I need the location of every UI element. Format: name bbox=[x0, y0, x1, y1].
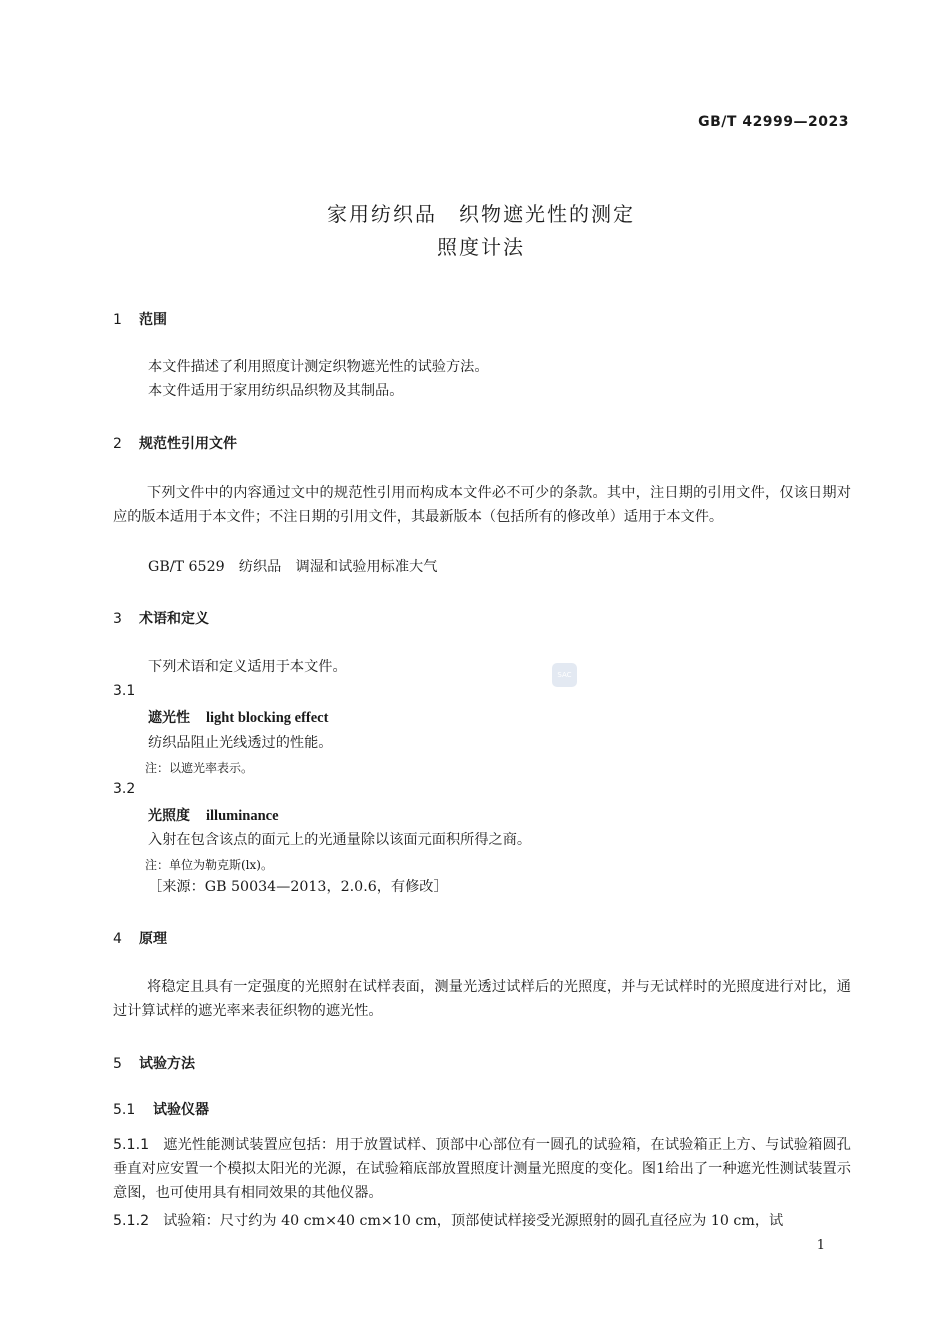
section-title: 规范性引用文件 bbox=[139, 436, 237, 452]
term-3-1 bbox=[148, 707, 328, 727]
normative-reference-1: GB/T 6529 纺织品 调湿和试验用标准大气 bbox=[148, 559, 438, 575]
clause-5-1-1 bbox=[113, 1133, 851, 1205]
section-number: 1 bbox=[113, 312, 122, 328]
section-4-heading bbox=[113, 928, 167, 948]
sac-watermark-logo: SAC bbox=[552, 663, 577, 687]
document-title-line1: 家用纺织品 织物遮光性的测定 bbox=[327, 202, 635, 226]
term-3-1-number: 3.1 bbox=[113, 683, 136, 699]
term-english: light blocking effect bbox=[206, 710, 329, 726]
section-title: 原理 bbox=[139, 931, 167, 947]
term-3-2-note: 注：单位为勒克斯(lx)。 bbox=[145, 858, 273, 872]
term-3-2-source: ［来源：GB 50034—2013，2.0.6，有修改］ bbox=[148, 879, 448, 895]
section-title: 术语和定义 bbox=[139, 611, 209, 627]
term-chinese: 遮光性 bbox=[148, 710, 190, 726]
section-number: 5 bbox=[113, 1056, 122, 1072]
section-number: 3 bbox=[113, 611, 122, 627]
section-number: 2 bbox=[113, 436, 122, 452]
subsection-number: 5.1 bbox=[113, 1102, 136, 1118]
section-4-paragraph-1: 将稳定且具有一定强度的光照射在试样表面，测量光透过试样后的光照度，并与无试样时的光照度进行对比，通过计算试样的遮光率来表征织物的遮光性。 bbox=[113, 979, 851, 1019]
clause-number: 5.1.2 bbox=[113, 1213, 150, 1229]
section-3-paragraph-1: 下列术语和定义适用于本文件。 bbox=[148, 659, 347, 675]
section-2-heading bbox=[113, 433, 237, 453]
document-title-line2: 照度计法 bbox=[437, 235, 525, 259]
section-title: 范围 bbox=[139, 312, 167, 328]
clause-text: 遮光性能测试装置应包括：用于放置试样、顶部中心部位有一圆孔的试验箱，在试验箱正上方、与试验箱圆孔垂直对应安置一个模拟太阳光的光源，在试验箱底部放置照度计测量光照度的变化。图1给出了一种遮光性测试装置示意图，也可使用具有相同效果的其他仪器。 bbox=[113, 1137, 851, 1201]
section-title: 试验方法 bbox=[139, 1056, 195, 1072]
clause-5-1-2 bbox=[113, 1209, 851, 1233]
section-2-paragraph-1: 下列文件中的内容通过文中的规范性引用而构成本文件必不可少的条款。其中，注日期的引用文件，仅该日期对应的版本适用于本文件；不注日期的引用文件，其最新版本（包括所有的修改单）适用于本文件。 bbox=[113, 485, 851, 525]
section-1-paragraph-1: 本文件描述了利用照度计测定织物遮光性的试验方法。 bbox=[148, 359, 489, 375]
term-english: illuminance bbox=[206, 808, 279, 824]
clause-number: 5.1.1 bbox=[113, 1137, 150, 1153]
subsection-title: 试验仪器 bbox=[153, 1102, 209, 1118]
term-3-1-note: 注：以遮光率表示。 bbox=[145, 761, 254, 775]
clause-text: 试验箱：尺寸约为 40 cm×40 cm×10 cm，顶部使试样接受光源照射的圆孔直径应为 10 cm，试 bbox=[163, 1213, 784, 1229]
subsection-5-1-heading bbox=[113, 1099, 209, 1119]
term-3-1-definition: 纺织品阻止光线透过的性能。 bbox=[148, 735, 333, 751]
section-5-heading bbox=[113, 1053, 195, 1073]
term-3-2 bbox=[148, 805, 279, 825]
term-3-2-definition: 入射在包含该点的面元上的光通量除以该面元面积所得之商。 bbox=[148, 832, 532, 848]
section-3-heading bbox=[113, 608, 209, 628]
page-number: 1 bbox=[816, 1238, 825, 1253]
section-1-heading bbox=[113, 309, 167, 329]
section-number: 4 bbox=[113, 931, 122, 947]
standard-number: GB/T 42999—2023 bbox=[698, 114, 849, 130]
term-3-2-number: 3.2 bbox=[113, 781, 136, 797]
section-1-paragraph-2: 本文件适用于家用纺织品织物及其制品。 bbox=[148, 383, 404, 399]
term-chinese: 光照度 bbox=[148, 808, 190, 824]
